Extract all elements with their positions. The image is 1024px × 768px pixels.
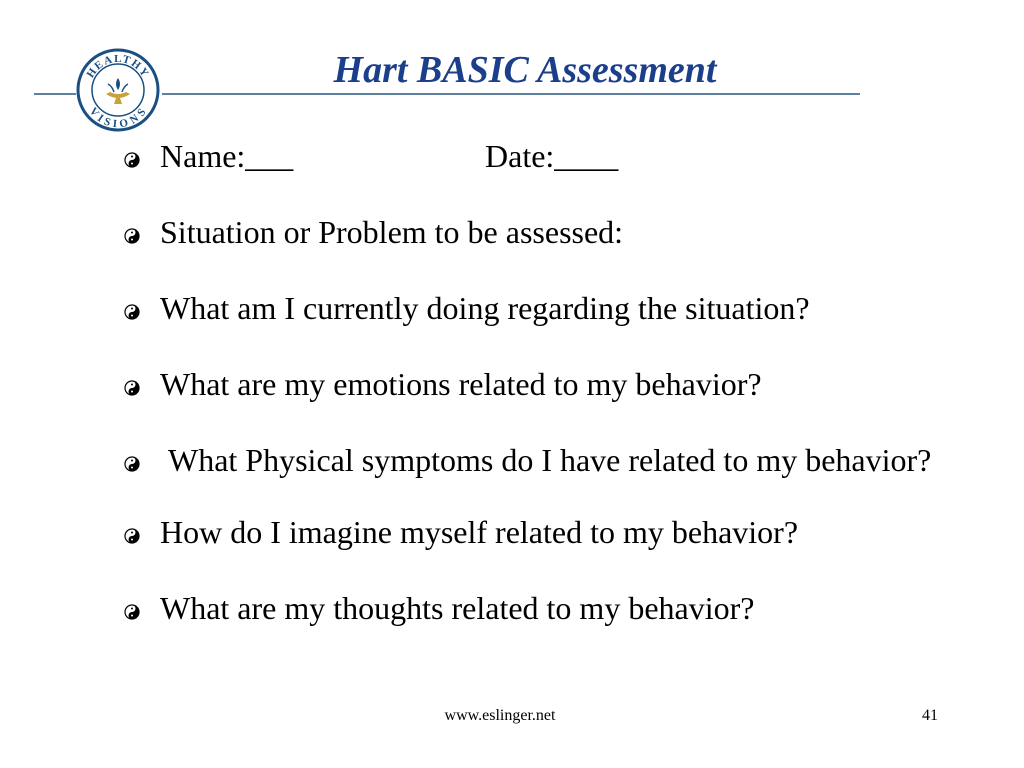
bullet-item — [118, 588, 998, 628]
header-divider-left — [34, 93, 76, 95]
date-field-label: Date:____ — [485, 138, 619, 174]
yin-yang-icon — [124, 304, 140, 320]
yin-yang-icon — [124, 528, 140, 544]
logo-text-top: HEALTHY — [84, 53, 152, 81]
bullet-text: What are my emotions related to my behavior? — [160, 366, 762, 402]
bullet-text: What are my thoughts related to my behavior? — [160, 590, 755, 626]
yin-yang-icon — [124, 228, 140, 244]
bullet-item — [118, 440, 998, 480]
bullet-list — [118, 136, 998, 664]
bullet-item-name-date — [118, 136, 998, 176]
healthy-visions-logo-icon — [76, 48, 160, 132]
yin-yang-icon — [124, 604, 140, 620]
yin-yang-icon — [124, 380, 140, 396]
bullet-item — [118, 288, 998, 328]
yin-yang-icon — [124, 152, 140, 168]
bullet-text: How do I imagine myself related to my behavior? — [160, 514, 799, 550]
bullet-item — [118, 212, 998, 252]
page-number: 41 — [922, 707, 938, 724]
name-field-label: Name:___ — [160, 138, 294, 174]
logo-text-bottom: VISIONS — [86, 105, 150, 131]
footer-url: www.eslinger.net — [444, 707, 556, 724]
yin-yang-icon — [124, 456, 140, 472]
slide-title: Hart BASIC Assessment — [333, 49, 717, 91]
bullet-item — [118, 512, 998, 552]
bullet-text: Situation or Problem to be assessed: — [160, 214, 624, 250]
bullet-item — [118, 364, 998, 404]
bullet-text: What am I currently doing regarding the situation? — [160, 290, 810, 326]
bullet-text: What Physical symptoms do I have related to my behavior? — [160, 442, 932, 478]
